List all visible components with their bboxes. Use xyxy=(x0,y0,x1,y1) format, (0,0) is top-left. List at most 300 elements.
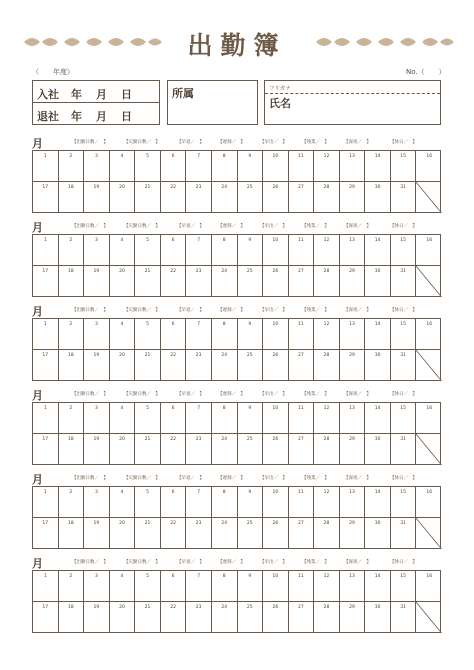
day-cell[interactable] xyxy=(238,571,264,602)
join-year-label[interactable]: 年 xyxy=(71,88,82,101)
day-number: 5 xyxy=(146,322,149,327)
day-cell[interactable] xyxy=(289,571,315,602)
day-number: 28 xyxy=(323,605,330,610)
stat-field[interactable]: 【早退／ 】 xyxy=(177,140,204,145)
day-cell[interactable] xyxy=(161,350,187,381)
day-number: 13 xyxy=(349,322,355,327)
stat-field[interactable]: 【残業／ 】 xyxy=(302,392,329,397)
stat-field[interactable]: 【休日／ 】 xyxy=(390,224,417,229)
day-cell[interactable] xyxy=(186,319,212,350)
day-cell[interactable] xyxy=(59,571,85,602)
day-cell[interactable] xyxy=(135,403,161,434)
day-number: 2 xyxy=(69,238,73,243)
stat-field[interactable]: 【欠勤日数／ 】 xyxy=(124,392,160,397)
day-number: 10 xyxy=(272,322,279,327)
day-number: 30 xyxy=(374,521,381,526)
day-cell[interactable] xyxy=(263,151,289,182)
day-cell[interactable] xyxy=(161,266,187,297)
stat-field[interactable]: 【休日／ 】 xyxy=(390,476,417,481)
day-cell[interactable] xyxy=(135,182,161,213)
day-number: 16 xyxy=(426,322,433,327)
month-label[interactable]: 月 xyxy=(32,473,43,486)
day-cell[interactable] xyxy=(238,487,264,518)
day-cell[interactable] xyxy=(33,151,59,182)
day-number: 27 xyxy=(298,437,304,442)
day-cell[interactable] xyxy=(289,235,315,266)
day-number: 4 xyxy=(120,238,124,243)
day-cell[interactable] xyxy=(212,319,238,350)
day-cell[interactable] xyxy=(365,518,391,549)
day-cell[interactable] xyxy=(391,434,417,465)
day-cell[interactable] xyxy=(135,266,161,297)
stat-field[interactable]: 【出勤日数／ 】 xyxy=(72,476,108,481)
day-cell[interactable] xyxy=(289,403,315,434)
stat-field[interactable]: 【欠勤日数／ 】 xyxy=(124,224,160,229)
day-cell[interactable] xyxy=(212,350,238,381)
day-cell[interactable] xyxy=(212,151,238,182)
day-cell[interactable] xyxy=(59,350,85,381)
day-cell[interactable] xyxy=(340,434,366,465)
day-cell[interactable] xyxy=(238,518,264,549)
day-cell[interactable] xyxy=(186,266,212,297)
day-number: 26 xyxy=(272,521,279,526)
day-cell[interactable] xyxy=(391,182,417,213)
day-cell[interactable] xyxy=(186,151,212,182)
day-cell[interactable] xyxy=(59,487,85,518)
day-cell[interactable] xyxy=(212,403,238,434)
day-number: 1 xyxy=(43,574,47,579)
day-cell[interactable] xyxy=(238,151,264,182)
day-cell[interactable] xyxy=(365,350,391,381)
day-cell[interactable] xyxy=(340,602,366,633)
day-number: 29 xyxy=(349,605,355,610)
stat-field[interactable]: 【残業／ 】 xyxy=(302,560,329,565)
day-cell[interactable] xyxy=(110,151,136,182)
day-cell[interactable] xyxy=(33,518,59,549)
day-cell[interactable] xyxy=(238,319,264,350)
month-label[interactable]: 月 xyxy=(32,221,43,234)
stat-field[interactable]: 【早出／ 】 xyxy=(260,308,287,313)
day-number: 24 xyxy=(221,185,228,190)
day-cell[interactable] xyxy=(110,571,136,602)
day-number: 2 xyxy=(69,322,73,327)
stat-field[interactable]: 【遅刻／ 】 xyxy=(218,560,245,565)
stat-field[interactable]: 【早退／ 】 xyxy=(177,476,204,481)
day-cell[interactable] xyxy=(391,487,417,518)
day-cell[interactable] xyxy=(135,235,161,266)
day-cell[interactable] xyxy=(263,319,289,350)
day-cell[interactable] xyxy=(391,319,417,350)
day-cell[interactable] xyxy=(33,350,59,381)
day-cell[interactable] xyxy=(186,403,212,434)
day-number: 22 xyxy=(170,269,176,274)
day-number: 12 xyxy=(323,406,330,411)
day-cell[interactable] xyxy=(186,182,212,213)
day-cell[interactable] xyxy=(289,319,315,350)
stat-field[interactable]: 【休日／ 】 xyxy=(390,140,417,145)
day-cell[interactable] xyxy=(186,350,212,381)
department-field[interactable] xyxy=(167,80,258,125)
leave-day-label[interactable]: 日 xyxy=(121,110,132,123)
day-cell[interactable] xyxy=(59,403,85,434)
day-cell[interactable] xyxy=(59,182,85,213)
day-cell[interactable] xyxy=(263,434,289,465)
stat-field[interactable]: 【休日／ 】 xyxy=(390,560,417,565)
day-cell[interactable] xyxy=(314,518,340,549)
day-cell[interactable] xyxy=(161,487,187,518)
day-cell[interactable] xyxy=(238,235,264,266)
month-block xyxy=(32,474,441,552)
day-number: 21 xyxy=(144,437,151,442)
day-cell[interactable] xyxy=(212,571,238,602)
day-number: 20 xyxy=(119,521,125,526)
day-number: 27 xyxy=(298,605,304,610)
stat-field[interactable]: 【早出／ 】 xyxy=(260,140,287,145)
day-cell[interactable] xyxy=(135,518,161,549)
month-label[interactable]: 月 xyxy=(32,137,43,150)
day-cell[interactable] xyxy=(135,434,161,465)
stat-field[interactable]: 【深夜／ 】 xyxy=(344,560,371,565)
day-cell[interactable] xyxy=(263,266,289,297)
day-cell[interactable] xyxy=(416,571,442,602)
day-cell[interactable] xyxy=(161,571,187,602)
day-cell[interactable] xyxy=(212,518,238,549)
stat-field[interactable]: 【欠勤日数／ 】 xyxy=(124,308,160,313)
day-cell[interactable] xyxy=(110,319,136,350)
day-cell[interactable] xyxy=(314,350,340,381)
day-number: 11 xyxy=(298,490,304,495)
day-number: 5 xyxy=(146,238,149,243)
stat-field[interactable]: 【欠勤日数／ 】 xyxy=(124,476,160,481)
day-cell[interactable] xyxy=(416,235,442,266)
day-number: 18 xyxy=(67,605,74,610)
day-cell[interactable] xyxy=(84,434,110,465)
day-cell[interactable] xyxy=(340,487,366,518)
day-cell[interactable] xyxy=(84,182,110,213)
day-number: 16 xyxy=(426,574,433,579)
day-cell[interactable] xyxy=(84,487,110,518)
day-cell[interactable] xyxy=(263,602,289,633)
day-cell[interactable] xyxy=(161,518,187,549)
day-cell[interactable] xyxy=(84,151,110,182)
day-cell[interactable] xyxy=(161,182,187,213)
day-cell[interactable] xyxy=(110,350,136,381)
day-cell[interactable] xyxy=(33,571,59,602)
day-cell[interactable] xyxy=(314,182,340,213)
day-cell[interactable] xyxy=(340,182,366,213)
day-cell[interactable] xyxy=(84,266,110,297)
fiscal-year-field[interactable]: （ 年度） xyxy=(32,68,74,76)
number-field[interactable]: No.（ ） xyxy=(406,68,446,76)
stat-field[interactable]: 【残業／ 】 xyxy=(302,224,329,229)
day-cell[interactable] xyxy=(110,487,136,518)
day-cell[interactable] xyxy=(365,602,391,633)
day-cell[interactable] xyxy=(33,434,59,465)
day-cell[interactable] xyxy=(365,403,391,434)
day-cell[interactable] xyxy=(212,602,238,633)
join-month-label[interactable]: 月 xyxy=(96,88,107,101)
day-cell[interactable] xyxy=(314,571,340,602)
day-cell[interactable] xyxy=(314,266,340,297)
day-cell[interactable] xyxy=(365,266,391,297)
stat-field[interactable]: 【早出／ 】 xyxy=(260,560,287,565)
day-cell[interactable] xyxy=(110,434,136,465)
day-number: 15 xyxy=(400,238,407,243)
day-cell[interactable] xyxy=(314,151,340,182)
day-cell[interactable] xyxy=(161,235,187,266)
day-cell[interactable] xyxy=(84,571,110,602)
day-cell[interactable] xyxy=(161,434,187,465)
stat-field[interactable]: 【早出／ 】 xyxy=(260,392,287,397)
day-number: 4 xyxy=(120,322,124,327)
day-number: 30 xyxy=(374,185,381,190)
month-label[interactable]: 月 xyxy=(32,305,43,318)
day-cell[interactable] xyxy=(110,518,136,549)
day-cell[interactable] xyxy=(212,266,238,297)
day-cell[interactable] xyxy=(212,487,238,518)
day-cell[interactable] xyxy=(289,518,315,549)
day-cell[interactable] xyxy=(238,434,264,465)
day-cell[interactable] xyxy=(186,487,212,518)
day-cell[interactable] xyxy=(340,403,366,434)
day-cell[interactable] xyxy=(84,518,110,549)
day-cell[interactable] xyxy=(110,602,136,633)
blank-day-cell xyxy=(416,602,442,633)
day-cell[interactable] xyxy=(33,266,59,297)
day-cell[interactable] xyxy=(289,266,315,297)
day-cell[interactable] xyxy=(391,350,417,381)
blank-day-cell xyxy=(416,518,442,549)
stat-field[interactable]: 【遅刻／ 】 xyxy=(218,224,245,229)
day-cell[interactable] xyxy=(161,319,187,350)
day-cell[interactable] xyxy=(110,266,136,297)
day-number: 20 xyxy=(119,185,125,190)
day-cell[interactable] xyxy=(84,235,110,266)
blank-day-cell xyxy=(416,266,442,297)
day-cell[interactable] xyxy=(416,319,442,350)
day-cell[interactable] xyxy=(212,182,238,213)
day-cell[interactable] xyxy=(340,571,366,602)
blank-day-cell xyxy=(416,350,442,381)
stat-field[interactable]: 【早退／ 】 xyxy=(177,560,204,565)
day-number: 9 xyxy=(248,322,252,327)
day-number: 15 xyxy=(400,406,407,411)
day-cell[interactable] xyxy=(416,487,442,518)
day-number: 29 xyxy=(349,269,355,274)
day-cell[interactable] xyxy=(340,266,366,297)
day-cell[interactable] xyxy=(365,182,391,213)
day-cell[interactable] xyxy=(238,403,264,434)
day-cell[interactable] xyxy=(33,487,59,518)
day-cell[interactable] xyxy=(289,350,315,381)
join-day-label[interactable]: 日 xyxy=(121,88,132,101)
day-cell[interactable] xyxy=(186,571,212,602)
day-cell[interactable] xyxy=(416,403,442,434)
stat-field[interactable]: 【欠勤日数／ 】 xyxy=(124,560,160,565)
day-cell[interactable] xyxy=(161,602,187,633)
day-cell[interactable] xyxy=(365,151,391,182)
day-cell[interactable] xyxy=(33,319,59,350)
day-number: 7 xyxy=(197,406,201,411)
stat-field[interactable]: 【休日／ 】 xyxy=(390,308,417,313)
day-cell[interactable] xyxy=(340,350,366,381)
day-cell[interactable] xyxy=(289,182,315,213)
day-cell[interactable] xyxy=(340,151,366,182)
stat-field[interactable]: 【早出／ 】 xyxy=(260,224,287,229)
day-cell[interactable] xyxy=(365,319,391,350)
day-cell[interactable] xyxy=(135,319,161,350)
day-cell[interactable] xyxy=(59,151,85,182)
day-cell[interactable] xyxy=(238,350,264,381)
month-label[interactable]: 月 xyxy=(32,389,43,402)
day-cell[interactable] xyxy=(314,319,340,350)
stat-field[interactable]: 【深夜／ 】 xyxy=(344,392,371,397)
day-cell[interactable] xyxy=(84,350,110,381)
day-cell[interactable] xyxy=(314,235,340,266)
day-number: 13 xyxy=(349,154,355,159)
day-cell[interactable] xyxy=(186,602,212,633)
month-label[interactable]: 月 xyxy=(32,557,43,570)
day-cell[interactable] xyxy=(314,403,340,434)
day-cell[interactable] xyxy=(289,602,315,633)
day-cell[interactable] xyxy=(59,266,85,297)
month-block xyxy=(32,138,441,216)
day-cell[interactable] xyxy=(238,266,264,297)
stat-field[interactable]: 【出勤日数／ 】 xyxy=(72,224,108,229)
day-cell[interactable] xyxy=(33,403,59,434)
stat-field[interactable]: 【出勤日数／ 】 xyxy=(72,560,108,565)
day-cell[interactable] xyxy=(340,518,366,549)
day-cell[interactable] xyxy=(263,235,289,266)
day-cell[interactable] xyxy=(340,235,366,266)
day-cell[interactable] xyxy=(59,434,85,465)
day-number: 8 xyxy=(222,238,226,243)
day-cell[interactable] xyxy=(263,403,289,434)
day-cell[interactable] xyxy=(263,571,289,602)
day-cell[interactable] xyxy=(135,151,161,182)
day-cell[interactable] xyxy=(238,602,264,633)
day-cell[interactable] xyxy=(365,235,391,266)
stat-field[interactable]: 【深夜／ 】 xyxy=(344,224,371,229)
day-cell[interactable] xyxy=(340,319,366,350)
day-cell[interactable] xyxy=(314,487,340,518)
day-cell[interactable] xyxy=(33,235,59,266)
day-cell[interactable] xyxy=(212,434,238,465)
day-cell[interactable] xyxy=(391,235,417,266)
day-cell[interactable] xyxy=(289,434,315,465)
day-cell[interactable] xyxy=(161,151,187,182)
day-cell[interactable] xyxy=(365,571,391,602)
day-number: 31 xyxy=(400,521,407,526)
day-cell[interactable] xyxy=(110,235,136,266)
day-cell[interactable] xyxy=(365,487,391,518)
day-cell[interactable] xyxy=(212,235,238,266)
stat-field[interactable]: 【残業／ 】 xyxy=(302,140,329,145)
day-cell[interactable] xyxy=(391,602,417,633)
stat-field[interactable]: 【出勤日数／ 】 xyxy=(72,140,108,145)
day-cell[interactable] xyxy=(84,403,110,434)
day-cell[interactable] xyxy=(186,518,212,549)
stat-field[interactable]: 【遅刻／ 】 xyxy=(218,140,245,145)
day-cell[interactable] xyxy=(135,602,161,633)
day-cell[interactable] xyxy=(263,487,289,518)
stat-field[interactable]: 【遅刻／ 】 xyxy=(218,392,245,397)
day-cell[interactable] xyxy=(110,182,136,213)
day-number: 21 xyxy=(144,353,151,358)
day-cell[interactable] xyxy=(289,151,315,182)
day-cell[interactable] xyxy=(135,571,161,602)
day-cell[interactable] xyxy=(186,235,212,266)
stat-field[interactable]: 【欠勤日数／ 】 xyxy=(124,140,160,145)
stat-field[interactable]: 【出勤日数／ 】 xyxy=(72,308,108,313)
leave-year-label[interactable]: 年 xyxy=(71,110,82,123)
day-cell[interactable] xyxy=(110,403,136,434)
stat-field[interactable]: 【深夜／ 】 xyxy=(344,140,371,145)
day-number: 14 xyxy=(374,238,381,243)
day-cell[interactable] xyxy=(59,319,85,350)
day-cell[interactable] xyxy=(391,518,417,549)
stat-field[interactable]: 【休日／ 】 xyxy=(390,392,417,397)
day-cell[interactable] xyxy=(84,319,110,350)
day-cell[interactable] xyxy=(238,182,264,213)
day-cell[interactable] xyxy=(161,403,187,434)
day-cell[interactable] xyxy=(84,602,110,633)
day-cell[interactable] xyxy=(391,571,417,602)
stat-field[interactable]: 【早出／ 】 xyxy=(260,476,287,481)
day-number: 6 xyxy=(171,238,175,243)
day-number: 4 xyxy=(120,406,124,411)
stat-field[interactable]: 【早退／ 】 xyxy=(177,224,204,229)
stat-field[interactable]: 【深夜／ 】 xyxy=(344,308,371,313)
day-cell[interactable] xyxy=(33,182,59,213)
day-number: 14 xyxy=(374,406,381,411)
day-cell[interactable] xyxy=(365,434,391,465)
stat-field[interactable]: 【早退／ 】 xyxy=(177,308,204,313)
day-cell[interactable] xyxy=(314,602,340,633)
day-cell[interactable] xyxy=(314,434,340,465)
stat-field[interactable]: 【残業／ 】 xyxy=(302,308,329,313)
name-field[interactable] xyxy=(264,80,441,125)
stat-field[interactable]: 【深夜／ 】 xyxy=(344,476,371,481)
day-cell[interactable] xyxy=(289,487,315,518)
leave-month-label[interactable]: 月 xyxy=(96,110,107,123)
day-cell[interactable] xyxy=(391,266,417,297)
day-cell[interactable] xyxy=(263,350,289,381)
stat-field[interactable]: 【遅刻／ 】 xyxy=(218,476,245,481)
day-number: 1 xyxy=(43,322,47,327)
stat-field[interactable]: 【早退／ 】 xyxy=(177,392,204,397)
day-number: 23 xyxy=(195,437,202,442)
day-cell[interactable] xyxy=(263,182,289,213)
day-cell[interactable] xyxy=(391,403,417,434)
day-cell[interactable] xyxy=(59,602,85,633)
day-cell[interactable] xyxy=(263,518,289,549)
day-cell[interactable] xyxy=(135,350,161,381)
day-cell[interactable] xyxy=(135,487,161,518)
day-cell[interactable] xyxy=(33,602,59,633)
day-number: 14 xyxy=(374,154,381,159)
day-cell[interactable] xyxy=(416,151,442,182)
day-number: 5 xyxy=(146,406,149,411)
stat-field[interactable]: 【出勤日数／ 】 xyxy=(72,392,108,397)
day-cell[interactable] xyxy=(59,235,85,266)
stat-field[interactable]: 【残業／ 】 xyxy=(302,476,329,481)
day-cell[interactable] xyxy=(59,518,85,549)
stat-field[interactable]: 【遅刻／ 】 xyxy=(218,308,245,313)
day-cell[interactable] xyxy=(186,434,212,465)
day-cell[interactable] xyxy=(391,151,417,182)
day-number: 1 xyxy=(43,490,47,495)
